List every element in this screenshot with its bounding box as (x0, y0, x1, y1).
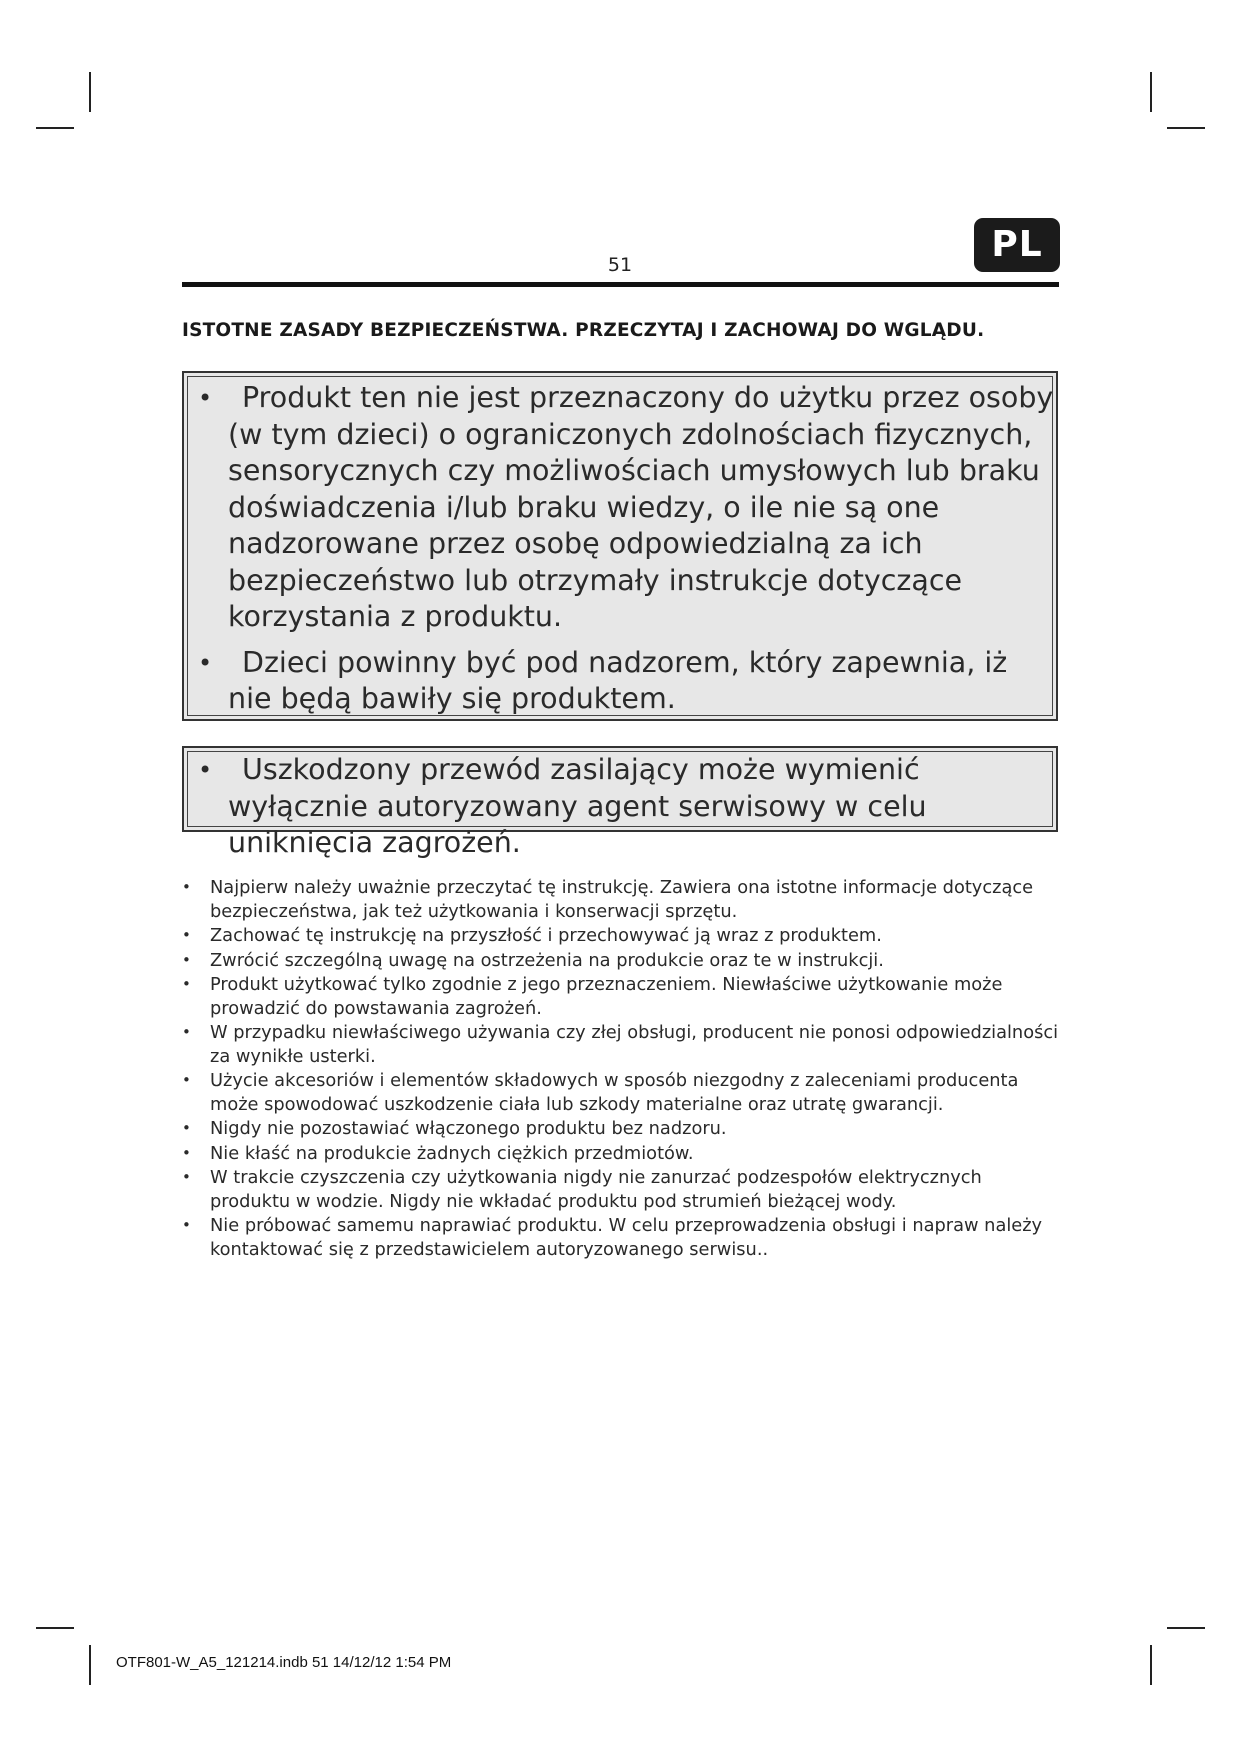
list-item: • Nigdy nie pozostawiać włączonego produktu bez nadzoru. (182, 1118, 727, 1139)
warning-box-1 (182, 371, 1058, 721)
crop-mark-bottom-right-horizontal (1167, 1627, 1205, 1629)
crop-mark-bottom-left-horizontal (36, 1627, 74, 1629)
warning-item (184, 645, 1056, 718)
crop-mark-top-left-vertical (89, 72, 91, 112)
list-item: • Nie próbować samemu naprawiać produktu. W celu przeprowadzenia obsługi i napraw należy kontaktować się z przedstawicielem autoryzowanego serwisu.. (182, 1215, 1043, 1260)
bullet-icon: • (182, 950, 191, 969)
warning-item-text: Produkt ten nie jest przeznaczony do użytku przez osoby (w tym dzieci) o ograniczonych zdolnościach fizycznych, sensorycznych czy możliwościach umysłowych lub braku doświadczenia i/lub braku wiedzy, o ile nie są one nadzorowane przez osobę odpowiedzialną za ich bezpieczeństwo lub otrzymały instrukcje dotyczące korzystania z produktu. (228, 381, 1054, 633)
warning-item (184, 752, 1056, 862)
warning-item-text: Uszkodzony przewód zasilający może wymienić wyłącznie autoryzowany agent serwisowy w celu uniknięcia zagrożeń. (228, 753, 927, 859)
bullet-icon: • (198, 648, 213, 677)
crop-mark-top-left-horizontal (36, 127, 74, 129)
page-number: 51 (607, 254, 633, 276)
crop-mark-top-right-vertical (1150, 72, 1152, 112)
bullet-icon: • (182, 1119, 191, 1137)
warning-item-text: Dzieci powinny być pod nadzorem, który zapewnia, iż nie będą bawiły się produktem. (228, 645, 1008, 715)
bullet-icon: • (182, 878, 191, 896)
list-item: • Najpierw należy uważnie przeczytać tę instrukcję. Zawiera ona istotne informacje dotyczące bezpieczeństwa, jak też użytkowania i konserwacji sprzętu. (182, 877, 1034, 922)
bullet-icon: • (182, 1143, 191, 1162)
print-slug: OTF801-W_A5_121214.indb 51 14/12/12 1:54 PM (116, 1654, 452, 1671)
crop-mark-bottom-right-vertical (1150, 1645, 1152, 1685)
bullet-icon: • (182, 1216, 191, 1234)
safety-instructions-list (182, 876, 1062, 1262)
warning-list-2 (184, 748, 1056, 862)
warning-list-1 (184, 373, 1056, 718)
crop-mark-top-right-horizontal (1167, 127, 1205, 129)
list-item: • W przypadku niewłaściwego używania czy złej obsługi, producent nie ponosi odpowiedzialności za wynikłe usterki. (182, 1022, 1059, 1067)
bullet-icon: • (182, 1168, 191, 1186)
bullet-icon: • (198, 384, 213, 412)
bullet-icon: • (182, 1071, 191, 1089)
list-item: • Użycie akcesoriów i elementów składowych w sposób niezgodny z zaleceniami producenta może spowodować uszkodzenie ciała lub szkody materialne oraz utratę gwarancji. (182, 1070, 1019, 1115)
bullet-icon: • (182, 926, 191, 944)
list-item: • Zachować tę instrukcję na przyszłość i przechowywać ją wraz z produktem. (182, 925, 882, 946)
language-badge: PL (974, 218, 1060, 272)
bullet-icon: • (182, 1023, 191, 1041)
header-rule (182, 282, 1059, 287)
warning-box-2 (182, 746, 1058, 859)
list-item: • Zwrócić szczególną uwagę na ostrzeżenia na produkcie oraz te w instrukcji. (182, 949, 884, 971)
bullet-icon: • (198, 756, 213, 784)
list-item: • Nie kłaść na produkcie żadnych ciężkich przedmiotów. (182, 1142, 694, 1164)
section-heading: ISTOTNE ZASADY BEZPIECZEŃSTWA. PRZECZYTAJ I ZACHOWAJ DO WGLĄDU. (182, 320, 985, 341)
bullet-icon: • (182, 975, 191, 993)
list-item: • Produkt użytkować tylko zgodnie z jego przeznaczeniem. Niewłaściwe użytkowanie może prowadzić do powstawania zagrożeń. (182, 974, 1003, 1019)
crop-mark-bottom-left-vertical (89, 1645, 91, 1685)
warning-item (184, 380, 1056, 636)
list-item: • W trakcie czyszczenia czy użytkowania nigdy nie zanurzać podzespołów elektrycznych produktu w wodzie. Nigdy nie wkładać produktu pod strumień bieżącej wody. (182, 1167, 982, 1212)
